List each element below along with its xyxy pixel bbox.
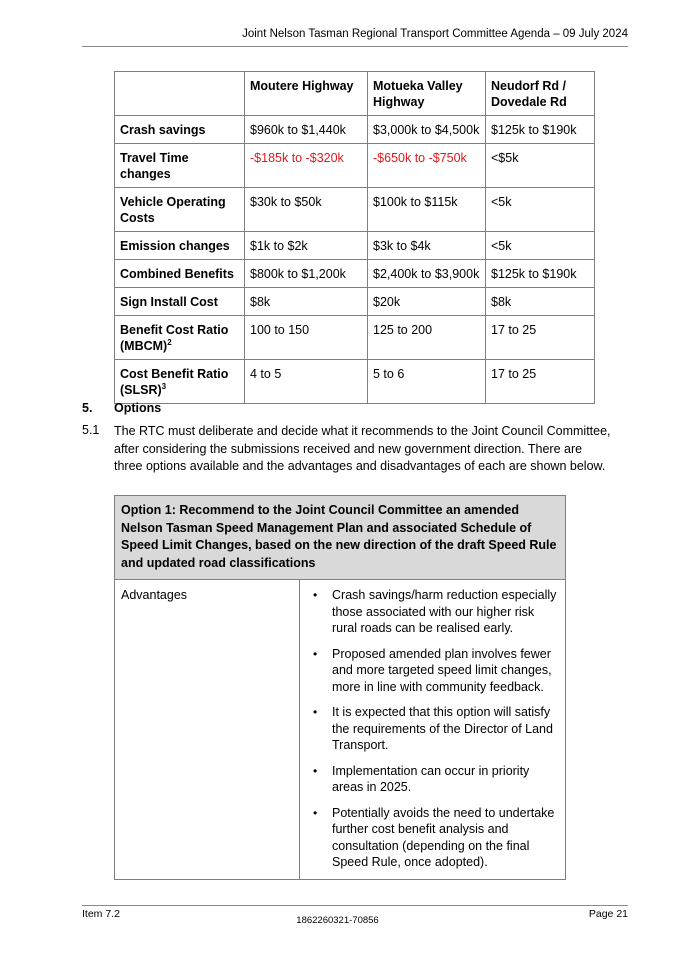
table-row [115,188,595,232]
table-row [115,116,595,144]
option-1-heading: Option 1: Recommend to the Joint Council Committee an amended Nelson Tasman Speed Management Plan and associated Schedule of Speed Limit Changes, based on the new direction of the draft Speed Rule and updated road classifications [115,496,566,580]
table-cell: 17 to 25 [486,360,595,404]
list-item [306,704,559,754]
table-cell: $960k to $1,440k [245,116,368,144]
benefits-table [114,71,595,404]
option-1-header-row [115,496,566,580]
table-cell: 100 to 150 [245,316,368,360]
section-number: 5. [82,401,93,415]
bullet-icon: • [313,646,318,661]
list-item [306,587,559,637]
footer-item: Item 7.2 [82,908,120,920]
list-item [306,763,559,796]
bullet-icon: • [313,805,318,820]
advantage-text: It is expected that this option will satisfy the requirements of the Director of Land Transport. [332,705,553,752]
advantage-text: Proposed amended plan involves fewer and more targeted speed limit changes, more in line with community feedback. [332,646,552,694]
table-cell: 17 to 25 [486,316,595,360]
option-1-table [114,495,566,880]
table-cell: $1k to $2k [245,232,368,260]
row-label: Emission changes [120,239,230,253]
bullet-icon: • [313,588,318,602]
row-header [115,188,245,232]
row-label: Combined Benefits [120,267,234,281]
table-cell: $125k to $190k [486,116,595,144]
row-header [115,360,245,404]
column-header: Motueka Valley Highway [368,72,486,116]
table-cell: 125 to 200 [368,316,486,360]
table-cell: $20k [368,288,486,316]
row-header [115,144,245,188]
column-header: Neudorf Rd / Dovedale Rd [486,72,595,116]
footer-doc-id: 1862260321-70856 [296,915,379,926]
column-header: Moutere Highway [245,72,368,116]
paragraph-number: 5.1 [82,423,100,437]
footer-divider [82,905,628,906]
row-header [115,316,245,360]
table-cell: $8k [245,288,368,316]
header-divider [82,46,628,47]
section-title: Options [114,401,162,415]
corner-cell [115,72,245,116]
advantage-text: Crash savings/harm reduction especially those associated with our higher risk rural roads can be realised early. [332,588,557,635]
table-row [115,288,595,316]
advantages-label: Advantages [115,580,300,880]
table-cell: <$5k [486,144,595,188]
table-row [115,232,595,260]
table-cell: -$650k to -$750k [368,144,486,188]
table-cell: $3,000k to $4,500k [368,116,486,144]
footer-page-number: Page 21 [588,908,628,920]
table-cell: <5k [486,232,595,260]
advantage-text: Implementation can occur in priority areas in 2025. [332,763,530,794]
bullet-icon: • [313,763,318,778]
row-header [115,116,245,144]
row-label: Benefit Cost Ratio (MBCM) [120,323,229,353]
row-label: Crash savings [120,123,206,137]
row-header [115,232,245,260]
page-header: Joint Nelson Tasman Regional Transport Committee Agenda – 09 July 2024 [242,28,628,40]
row-label: Cost Benefit Ratio (SLSR) [120,367,229,397]
table-cell: $100k to $115k [368,188,486,232]
list-item [306,805,559,871]
table-cell: 5 to 6 [368,360,486,404]
bullet-icon: • [313,705,318,719]
advantages-cell [300,580,566,880]
list-item [306,646,559,696]
table-row [115,316,595,360]
table-cell: $3k to $4k [368,232,486,260]
table-cell: $800k to $1,200k [245,260,368,288]
row-label: Vehicle Operating Costs [120,195,226,225]
advantages-row [115,580,566,880]
footnote-marker: 3 [161,381,167,391]
table-cell: 4 to 5 [245,360,368,404]
table-header-row [115,72,595,116]
table-cell: <5k [486,188,595,232]
footnote-marker: 2 [167,337,172,347]
table-cell: $8k [486,288,595,316]
table-row [115,144,595,188]
advantages-list [306,587,559,871]
row-label: Sign Install Cost [120,295,218,309]
table-cell: $2,400k to $3,900k [368,260,486,288]
table-row [115,260,595,288]
row-label: Travel Time changes [120,151,189,181]
row-header [115,288,245,316]
table-cell: -$185k to -$320k [245,144,368,188]
row-header [115,260,245,288]
table-cell: $125k to $190k [486,260,595,288]
paragraph-text: The RTC must deliberate and decide what it recommends to the Joint Council Committee, after considering the submissions received and new government direction. There are three options available and the advantages and disadvantages of each are shown below. [114,424,611,473]
table-row [115,360,595,404]
table-cell: $30k to $50k [245,188,368,232]
advantage-text: Potentially avoids the need to undertake further cost benefit analysis and consultation (depending on the final Speed Rule, once adopted). [332,805,555,869]
